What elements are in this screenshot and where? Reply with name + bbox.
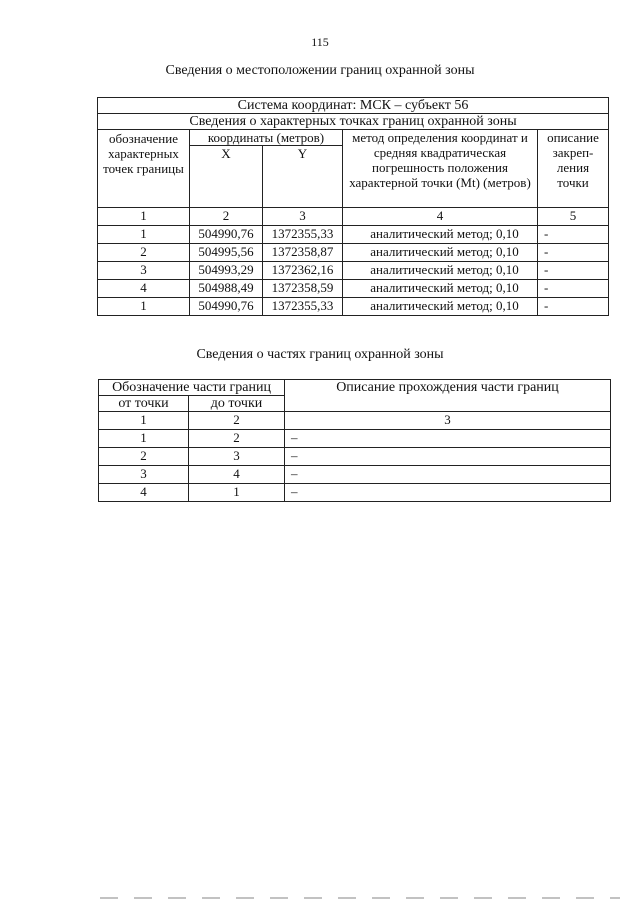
point-number: 2 — [98, 244, 190, 262]
point-number: 1 — [98, 226, 190, 244]
from-point: 3 — [99, 466, 189, 484]
col-header-from: от точки — [99, 396, 189, 412]
table-row — [99, 466, 611, 484]
part-description: – — [285, 430, 611, 448]
method: аналитический метод; 0,10 — [343, 262, 538, 280]
scan-artifact — [100, 897, 620, 899]
col-header-coordinates: координаты (метров) — [190, 130, 343, 146]
col-number: 4 — [343, 208, 538, 226]
table-row — [98, 226, 609, 244]
coord-x: 504993,29 — [190, 262, 263, 280]
to-point: 4 — [189, 466, 285, 484]
coord-x: 504990,76 — [190, 226, 263, 244]
point-number: 3 — [98, 262, 190, 280]
table-row — [99, 448, 611, 466]
col-header-y: Y — [263, 146, 343, 208]
method: аналитический метод; 0,10 — [343, 280, 538, 298]
coord-y: 1372358,87 — [263, 244, 343, 262]
col-number: 3 — [263, 208, 343, 226]
col-number: 3 — [285, 412, 611, 430]
table-row — [98, 244, 609, 262]
table-row — [99, 484, 611, 502]
coordinate-system-header: Система координат: МСК – субъект 56 — [98, 98, 609, 114]
table-row — [98, 262, 609, 280]
col-header-description: описание закреп-ления точки — [538, 130, 609, 208]
method: аналитический метод; 0,10 — [343, 298, 538, 316]
col-number: 1 — [98, 208, 190, 226]
col-header-to: до точки — [189, 396, 285, 412]
page-number: 115 — [311, 35, 329, 49]
coord-y: 1372358,59 — [263, 280, 343, 298]
point-number: 1 — [98, 298, 190, 316]
method: аналитический метод; 0,10 — [343, 226, 538, 244]
from-point: 2 — [99, 448, 189, 466]
to-point: 2 — [189, 430, 285, 448]
coord-x: 504995,56 — [190, 244, 263, 262]
point-description: - — [538, 280, 609, 298]
from-point: 1 — [99, 430, 189, 448]
coord-x: 504990,76 — [190, 298, 263, 316]
col-header-part: Обозначение части границ — [99, 380, 285, 396]
coord-y: 1372355,33 — [263, 226, 343, 244]
col-header-x: X — [190, 146, 263, 208]
boundary-points-table — [97, 97, 609, 316]
part-description: – — [285, 484, 611, 502]
method: аналитический метод; 0,10 — [343, 244, 538, 262]
col-header-designation: обозначение характерных точек границы — [98, 130, 190, 208]
to-point: 3 — [189, 448, 285, 466]
point-description: - — [538, 298, 609, 316]
col-number: 2 — [190, 208, 263, 226]
part-description: – — [285, 466, 611, 484]
points-header: Сведения о характерных точках границ охранной зоны — [98, 114, 609, 130]
col-header-part-description: Описание прохождения части границ — [285, 380, 611, 412]
coord-y: 1372355,33 — [263, 298, 343, 316]
coord-y: 1372362,16 — [263, 262, 343, 280]
point-description: - — [538, 244, 609, 262]
table-row — [98, 280, 609, 298]
point-number: 4 — [98, 280, 190, 298]
table-row — [98, 298, 609, 316]
point-description: - — [538, 226, 609, 244]
section-title-boundaries: Сведения о местоположении границ охранной зоны — [165, 63, 475, 78]
col-number: 2 — [189, 412, 285, 430]
to-point: 1 — [189, 484, 285, 502]
col-number: 5 — [538, 208, 609, 226]
col-number: 1 — [99, 412, 189, 430]
from-point: 4 — [99, 484, 189, 502]
boundary-parts-table — [98, 379, 611, 502]
coord-x: 504988,49 — [190, 280, 263, 298]
section-title-parts: Сведения о частях границ охранной зоны — [196, 347, 444, 362]
table-row — [99, 430, 611, 448]
point-description: - — [538, 262, 609, 280]
part-description: – — [285, 448, 611, 466]
col-header-method: метод определения координат и средняя квадратическая погрешность положения характерной точки (Mt) (метров) — [343, 130, 538, 208]
